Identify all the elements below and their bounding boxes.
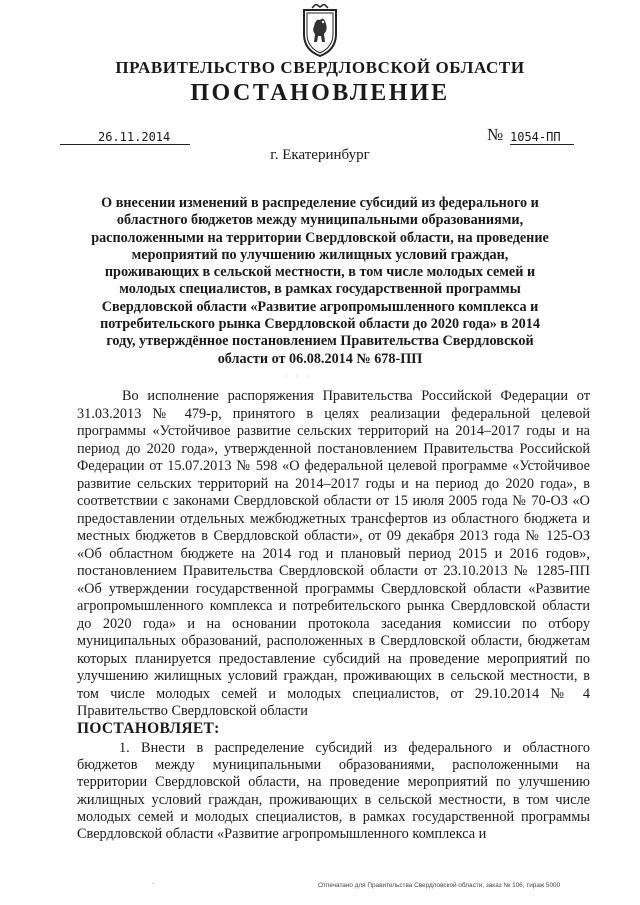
government-name: ПРАВИТЕЛЬСТВО СВЕРДЛОВСКОЙ ОБЛАСТИ	[115, 58, 525, 77]
document-type: ПОСТАНОВЛЕНИЕ	[190, 80, 450, 106]
scan-artifact-dot: ·	[152, 880, 155, 888]
document-city: г. Екатеринбург	[270, 147, 370, 163]
document-date: 26.11.2014	[60, 130, 190, 145]
number-label: №	[487, 125, 504, 144]
scan-artifact: · · ·	[285, 372, 312, 381]
resolve-heading: ПОСТАНОВЛЯЕТ:	[77, 720, 220, 737]
preamble-paragraph: Во исполнение распоряжения Правительства Российской Федерации от 31.03.2013 № 479-р, принятого в целях реализации федеральной целевой программы «Устойчивое развитие сельских территорий на 2014–2017 годы и на период до 2020 года», утвержденной постановлением Правительства Российской Федерации от 15.07.2013 № 598 «О федеральной целевой программе «Устойчивое развитие сельских территорий на 2014–2017 годы и на период до 2020 года», в соответствии с законами Свердловской области от 15 июля 2005 года № 70-ОЗ «О предоставлении отдельных межбюджетных трансфертов из областного бюджета и местных бюджетов в Свердловской области», от 09 декабря 2013 года № 125-ОЗ «Об областном бюджете на 2014 год и плановый период 2015 и 2016 годов», постановлением Правительства Свердловской области от 23.10.2013 № 1285-ПП «Об утверждении государственной программы Свердловской области «Развитие агропромышленного комплекса и потребительского рынка Свердловской области до 2020 года» и на основании протокола заседания комиссии по отбору муниципальных образований, расположенных в Свердловской области, бюджетам которых планируется предоставление субсидий на проведение мероприятий по улучшению жилищных условий граждан, проживающих в сельской местности, в том числе молодых семей и молодых специалистов, от 29.10.2014 № 4 Правительство Свердловской области	[77, 388, 590, 719]
document-number: 1054-ПП	[510, 130, 574, 145]
print-note: Отпечатано для Правительства Свердловской области, заказ № 106, тираж 5000	[318, 882, 561, 889]
document-title: О внесении изменений в распределение субсидий из федерального и областного бюджетов между муниципальными образованиями, расположенными на территории Свердловской области, на проведение мероприятий по улучшению жилищных условий граждан, проживающих в сельской местности, в том числе молодых семей и молодых специалистов, в рамках государственной программы Свердловской области «Развитие агропромышленного комплекса и потребительского рынка Свердловской области до 2020 года» в 2014 году, утверждённое постановлением Правительства Свердловской области от 06.08.2014 № 678-ПП	[91, 195, 549, 367]
item-1-paragraph: 1. Внести в распределение субсидий из федерального и областного бюджетов между муниципальными образованиями, расположенными на территории Свердловской области, на проведение мероприятий по улучшению жилищных условий граждан, проживающих в сельской местности, в том числе молодых семей и молодых специалистов, в рамках государственной программы Свердловской области «Развитие агропромышленного комплекса и	[77, 740, 590, 843]
coat-of-arms-icon	[298, 4, 342, 58]
